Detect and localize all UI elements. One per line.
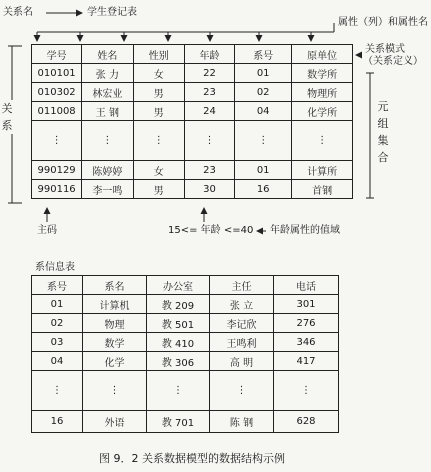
table-cell: 张 力 (82, 64, 133, 83)
table-row (32, 161, 353, 180)
student-table-title: 学生登记表 (87, 7, 137, 18)
table-cell: 24 (184, 102, 234, 121)
table-row (32, 295, 339, 314)
ellipsis-cell: ⋮ (274, 371, 339, 411)
table-cell: 首钢 (292, 180, 353, 199)
table-cell: 16 (235, 180, 292, 199)
ellipsis-cell: ⋮ (147, 371, 210, 411)
ellipsis-cell: ⋮ (292, 121, 353, 161)
relation-vertical-label: 关系 (1, 102, 13, 132)
table-cell: 22 (184, 64, 234, 83)
attribute-name-label: 属性（列）和属性名 (338, 17, 428, 28)
table-cell: 化学 (83, 352, 147, 371)
table-cell: 数学 (83, 333, 147, 352)
ellipsis-cell: ⋮ (32, 371, 83, 411)
table-header-row (32, 45, 353, 64)
table-cell: 王鸣利 (210, 333, 274, 352)
table-cell: 02 (235, 83, 292, 102)
table-cell: 教 306 (147, 352, 210, 371)
primary-key-label: 主码 (37, 225, 57, 236)
table-cell: 02 (32, 314, 83, 333)
table-cell: 李记欣 (210, 314, 274, 333)
table-row (32, 352, 339, 371)
table-cell: 301 (274, 295, 339, 314)
student-registration-table (31, 44, 353, 199)
table-row (32, 314, 339, 333)
table-row (32, 180, 353, 199)
table-row (32, 83, 353, 102)
table-cell: 01 (32, 295, 83, 314)
header-dept-name: 系名 (83, 276, 147, 295)
table-cell: 346 (274, 333, 339, 352)
table-cell: 990129 (32, 161, 82, 180)
table-cell: 04 (32, 352, 83, 371)
header-phone: 电话 (274, 276, 339, 295)
table-cell: 417 (274, 352, 339, 371)
header-gender: 性别 (133, 45, 184, 64)
table-cell: 外语 (83, 411, 147, 433)
ellipsis-cell: ⋮ (235, 121, 292, 161)
header-age: 年龄 (184, 45, 234, 64)
table-cell: 计算所 (292, 161, 353, 180)
table-cell: 03 (32, 333, 83, 352)
table-cell: 16 (32, 411, 83, 433)
table-cell: 010101 (32, 64, 82, 83)
table-cell: 李一鸣 (82, 180, 133, 199)
ellipsis-cell: ⋮ (32, 121, 82, 161)
ellipsis-cell: ⋮ (82, 121, 133, 161)
header-origin-unit: 原单位 (292, 45, 353, 64)
table-row (32, 333, 339, 352)
table-cell: 计算机 (83, 295, 147, 314)
figure-caption: 图 9．2 关系数据模型的数据结构示例 (99, 452, 285, 465)
tuple-set-vertical-label: 元组集合 (377, 100, 389, 164)
table-cell: 王 钢 (82, 102, 133, 121)
table-row (32, 102, 353, 121)
table-cell: 女 (133, 64, 184, 83)
age-domain-label: 年龄属性的值域 (270, 225, 340, 236)
table-cell: 276 (274, 314, 339, 333)
department-info-table (31, 275, 339, 433)
header-director: 主任 (210, 276, 274, 295)
ellipsis-row (32, 371, 339, 411)
header-office: 办公室 (147, 276, 210, 295)
table-cell: 物理所 (292, 83, 353, 102)
ellipsis-row (32, 121, 353, 161)
table-row (32, 411, 339, 433)
table-cell: 男 (133, 180, 184, 199)
table-cell: 男 (133, 102, 184, 121)
ellipsis-cell: ⋮ (83, 371, 147, 411)
table-cell: 物理 (83, 314, 147, 333)
header-dept-no: 系号 (235, 45, 292, 64)
header-name: 姓名 (82, 45, 133, 64)
table-cell: 张 立 (210, 295, 274, 314)
table-cell: 女 (133, 161, 184, 180)
table-cell: 010302 (32, 83, 82, 102)
table-cell: 数学所 (292, 64, 353, 83)
table-cell: 教 701 (147, 411, 210, 433)
relation-schema-label: 关系模式 (365, 44, 405, 55)
table-cell: 011008 (32, 102, 82, 121)
table-cell: 化学所 (292, 102, 353, 121)
relation-name-label: 关系名 (3, 7, 33, 18)
ellipsis-cell: ⋮ (133, 121, 184, 161)
table-cell: 教 410 (147, 333, 210, 352)
age-domain-expression: 15<= 年龄 <=40 (168, 225, 254, 236)
table-cell: 男 (133, 83, 184, 102)
table-cell: 陈婷婷 (82, 161, 133, 180)
table-cell: 教 209 (147, 295, 210, 314)
table-cell: 23 (184, 83, 234, 102)
header-student-id: 学号 (32, 45, 82, 64)
header-dept-no: 系号 (32, 276, 83, 295)
table-cell: 30 (184, 180, 234, 199)
ellipsis-cell: ⋮ (210, 371, 274, 411)
ellipsis-cell: ⋮ (184, 121, 234, 161)
relation-definition-label: （关系定义） (363, 56, 423, 67)
table-cell: 高 明 (210, 352, 274, 371)
table-cell: 628 (274, 411, 339, 433)
table-cell: 23 (184, 161, 234, 180)
table-cell: 04 (235, 102, 292, 121)
table-cell: 教 501 (147, 314, 210, 333)
table-cell: 990116 (32, 180, 82, 199)
table-cell: 01 (235, 64, 292, 83)
table-row (32, 64, 353, 83)
dept-table-title: 系信息表 (35, 262, 75, 273)
table-cell: 林宏业 (82, 83, 133, 102)
table-cell: 陈 钢 (210, 411, 274, 433)
table-header-row (32, 276, 339, 295)
table-cell: 01 (235, 161, 292, 180)
